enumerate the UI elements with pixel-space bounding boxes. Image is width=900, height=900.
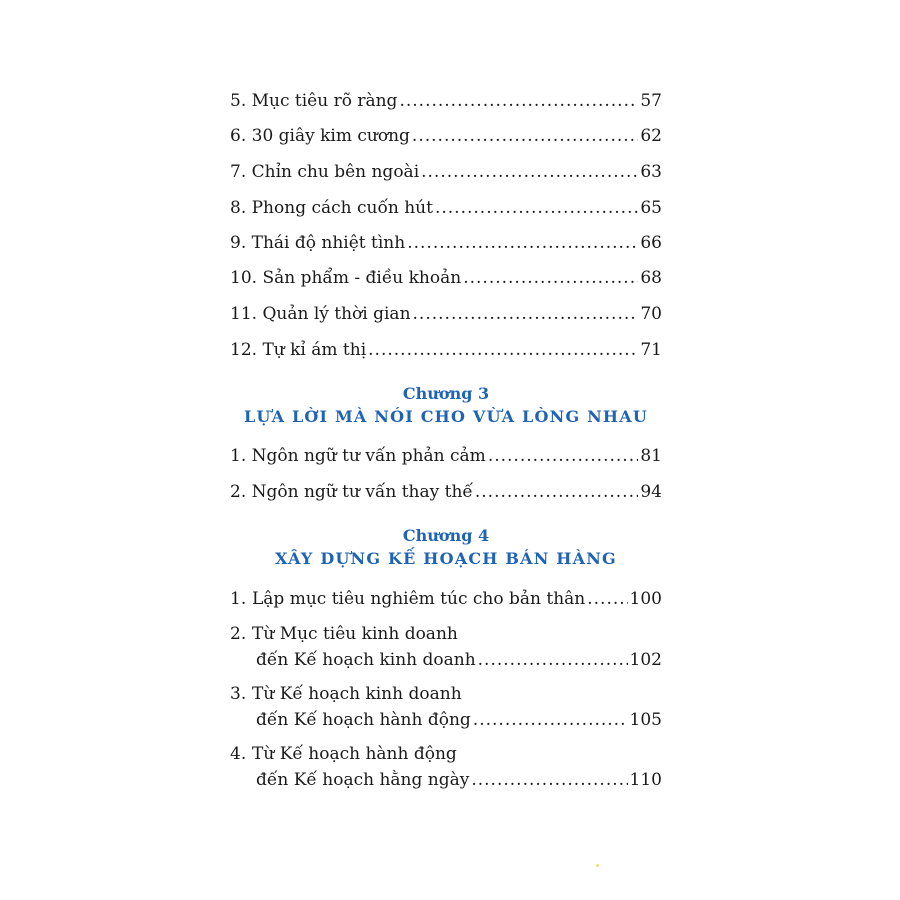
toc-entry — [230, 481, 662, 503]
toc-entry-page: 71 — [640, 340, 662, 360]
dot-leader — [463, 267, 638, 289]
toc-entry-title: 11. Quản lý thời gian — [230, 304, 411, 324]
toc-entry — [230, 125, 662, 147]
chapter-title: LỰA LỜI MÀ NÓI CHO VỪA LÒNG NHAU — [243, 407, 648, 426]
dot-leader — [421, 161, 638, 183]
dot-leader — [407, 232, 638, 254]
toc-entry-title: 6. 30 giây kim cương — [230, 126, 410, 146]
toc-entry-page: 68 — [640, 268, 662, 288]
toc-entry-title: 7. Chỉn chu bên ngoài — [230, 162, 420, 182]
toc-entry — [230, 623, 662, 671]
toc-entry — [230, 197, 662, 219]
dot-leader — [475, 481, 638, 503]
dot-leader — [412, 125, 638, 147]
toc-entry-page: 81 — [640, 446, 662, 466]
toc-entry-page: 110 — [629, 770, 662, 790]
toc-entry-text: Từ Kế hoạch kinh doanh — [252, 684, 462, 704]
toc-entry-title: 2. Ngôn ngữ tư vấn thay thế — [230, 482, 473, 502]
toc-entry — [230, 743, 662, 791]
chapter-title: XÂY DỰNG KẾ HOẠCH BÁN HÀNG — [275, 549, 617, 568]
toc-entry-page: 62 — [640, 126, 662, 146]
dot-leader — [587, 588, 627, 610]
toc-entry-title: 8. Phong cách cuốn hút — [230, 198, 433, 218]
dot-leader — [435, 197, 638, 219]
toc-entry-text: Từ Kế hoạch hành động — [252, 744, 457, 764]
toc-entry-page: 102 — [629, 650, 662, 670]
toc-entry-text: Lập mục tiêu nghiêm túc cho bản thân — [252, 589, 586, 609]
toc-entry-title: 10. Sản phẩm - điều khoản — [230, 268, 462, 288]
toc-entry-title: 12. Tự kỉ ám thị — [230, 340, 367, 360]
toc-entry-page: 57 — [640, 91, 662, 111]
toc-entry-title — [230, 743, 457, 765]
chapter-heading — [230, 383, 662, 429]
toc-entry-number: 2. — [230, 624, 247, 644]
toc-entry-number: 1. — [230, 589, 247, 609]
toc-entry-page: 94 — [640, 482, 662, 502]
dot-leader — [471, 769, 627, 791]
toc-entry-title: 1. Ngôn ngữ tư vấn phản cảm — [230, 446, 486, 466]
dot-leader — [368, 339, 638, 361]
toc-entry — [230, 232, 662, 254]
toc-entry-number: 3. — [230, 684, 247, 704]
dot-leader — [478, 649, 628, 671]
toc-entry-title — [230, 623, 458, 645]
toc-entry — [230, 445, 662, 467]
toc-entry — [230, 303, 662, 325]
toc-entry-page: 70 — [640, 304, 662, 324]
toc-entry-title — [230, 683, 462, 705]
toc-entry — [230, 90, 662, 112]
paper-speck — [596, 864, 599, 867]
dot-leader — [488, 445, 639, 467]
dot-leader — [399, 90, 638, 112]
chapter-label: Chương 3 — [402, 384, 490, 403]
toc-entry — [230, 267, 662, 289]
toc-entry-page: 105 — [629, 710, 662, 730]
toc-entry-title: 9. Thái độ nhiệt tình — [230, 233, 406, 253]
toc-entry-number: 4. — [230, 744, 247, 764]
dot-leader — [473, 709, 628, 731]
toc-entry-page: 63 — [640, 162, 662, 182]
toc-entry-title — [230, 588, 585, 610]
toc-entry-text-continued: đến Kế hoạch kinh doanh — [256, 650, 476, 670]
chapter-label: Chương 4 — [402, 526, 490, 545]
toc-entry — [230, 161, 662, 183]
toc-entry-text-continued: đến Kế hoạch hằng ngày — [256, 770, 470, 790]
chapter-heading — [230, 525, 662, 571]
toc-entry-text-continued: đến Kế hoạch hành động — [256, 710, 471, 730]
toc-entry — [230, 588, 662, 610]
toc-entry-page: 100 — [629, 589, 662, 609]
toc-entry-text: Từ Mục tiêu kinh doanh — [252, 624, 458, 644]
toc-entry-title: 5. Mục tiêu rõ ràng — [230, 91, 398, 111]
dot-leader — [413, 303, 639, 325]
toc-entry-page: 66 — [640, 233, 662, 253]
toc-entry-page: 65 — [640, 198, 662, 218]
toc-entry — [230, 339, 662, 361]
toc-entry — [230, 683, 662, 731]
